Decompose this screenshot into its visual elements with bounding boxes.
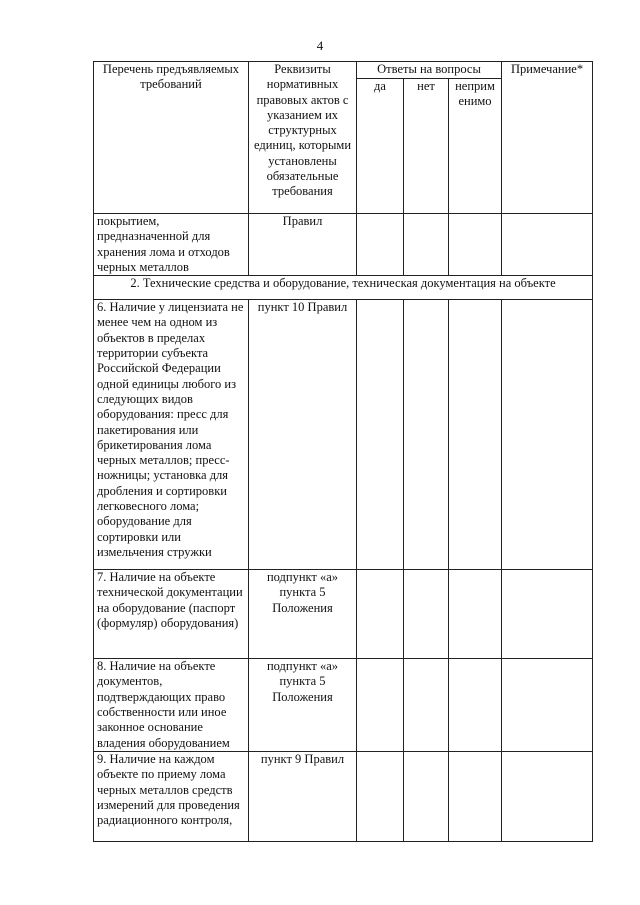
section-title: 2. Технические средства и оборудование, техническая документация на объекте <box>94 276 593 300</box>
answer-na-cell <box>449 659 502 752</box>
answer-na-cell <box>449 751 502 841</box>
table-row <box>94 659 593 752</box>
answer-no-cell <box>404 751 449 841</box>
requirement-cell: 7. Наличие на объекте технической документации на оборудование (паспорт (формуляр) оборудования) <box>94 570 249 659</box>
answer-no-cell <box>404 300 449 570</box>
answer-yes-cell <box>357 300 404 570</box>
answer-yes-cell <box>357 659 404 752</box>
checklist-table <box>93 61 593 842</box>
answer-yes-cell <box>357 751 404 841</box>
requirement-cell: 8. Наличие на объекте документов, подтверждающих право собственности или иное законное основание владения оборудованием <box>94 659 249 752</box>
header-note: Примечание* <box>502 62 593 214</box>
note-cell <box>502 751 593 841</box>
answer-no-cell <box>404 659 449 752</box>
header-regulations: Реквизиты нормативных правовых актов с указанием их структурных единиц, которыми установлены обязательные требования <box>249 62 357 214</box>
regulation-cell: подпункт «а» пункта 5 Положения <box>249 659 357 752</box>
section-row <box>94 276 593 300</box>
header-no: нет <box>404 79 449 214</box>
answer-na-cell <box>449 570 502 659</box>
note-cell <box>502 214 593 276</box>
answer-no-cell <box>404 214 449 276</box>
table-row <box>94 570 593 659</box>
note-cell <box>502 570 593 659</box>
table-row <box>94 751 593 841</box>
header-requirements: Перечень предъявляемых требований <box>94 62 249 214</box>
requirement-cell: 6. Наличие у лицензиата не менее чем на одном из объектов в пределах территории субъекта Российской Федерации одной единицы любого из следующих видов оборудования: пресс для пакетирования или брикетирования лома черных металлов; пресс-ножницы; установка для дробления и сортировки легковесного лома; оборудование для сортировки или измельчения стружки <box>94 300 249 570</box>
requirement-cell: 9. Наличие на каждом объекте по приему лома черных металлов средств измерений для проведения радиационного контроля, <box>94 751 249 841</box>
note-cell <box>502 659 593 752</box>
page-number: 4 <box>316 38 324 53</box>
header-answers: Ответы на вопросы <box>357 62 502 79</box>
answer-yes-cell <box>357 570 404 659</box>
regulation-cell: пункт 10 Правил <box>249 300 357 570</box>
answer-no-cell <box>404 570 449 659</box>
table-row <box>94 214 593 276</box>
answer-yes-cell <box>357 214 404 276</box>
regulation-cell: подпункт «а» пункта 5 Положения <box>249 570 357 659</box>
regulation-cell: Правил <box>249 214 357 276</box>
note-cell <box>502 300 593 570</box>
header-not-applicable: неприм енимо <box>449 79 502 214</box>
header-yes: да <box>357 79 404 214</box>
regulation-cell: пункт 9 Правил <box>249 751 357 841</box>
requirement-cell: покрытием, предназначенной для хранения лома и отходов черных металлов <box>94 214 249 276</box>
answer-na-cell <box>449 214 502 276</box>
table-row <box>94 300 593 570</box>
answer-na-cell <box>449 300 502 570</box>
